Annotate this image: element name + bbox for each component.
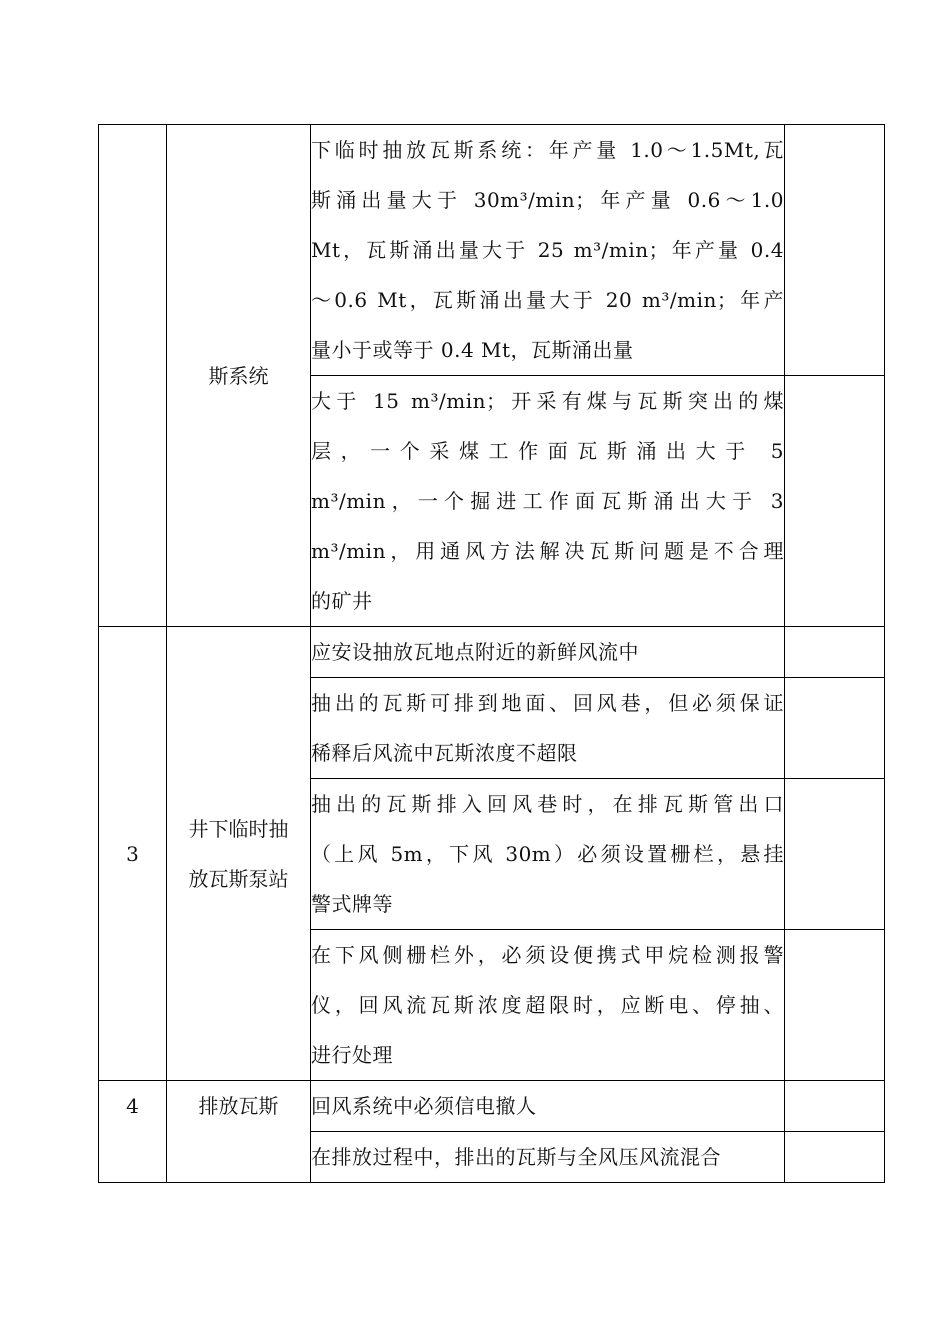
requirement-line: 仪，回风流瓦斯浓度超限时，应断电、停抽、: [311, 993, 784, 1017]
requirement-cell: [311, 376, 785, 627]
requirement-line: 警式牌等: [311, 892, 393, 916]
requirement-line: 下临时抽放瓦斯系统：年产量 1.0～1.5Mt,瓦: [311, 138, 784, 162]
row-category: [167, 125, 311, 627]
remark-cell: [785, 779, 885, 930]
requirement-line: 抽出的瓦斯排入回风巷时，在排瓦斯管出口: [311, 792, 784, 816]
requirement-cell: [311, 627, 785, 678]
row-number: [99, 125, 167, 627]
remark-cell: [785, 627, 885, 678]
remark-cell: [785, 125, 885, 376]
requirement-line: 层，一个采煤工作面瓦斯涌出大于 5: [311, 439, 784, 463]
row-category: [167, 1081, 311, 1183]
requirement-line: 稀释后风流中瓦斯浓度不超限: [311, 741, 578, 765]
requirement-line: 的矿井: [311, 589, 373, 613]
category-line: 放瓦斯泵站: [188, 866, 289, 891]
category-line: 斯系统: [208, 363, 269, 388]
row-number: 3: [99, 627, 167, 1081]
category-line: 井下临时抽: [188, 816, 289, 841]
requirement-line: Mt，瓦斯涌出量大于 25 m³/min；年产量 0.4: [311, 238, 784, 262]
table-row: [99, 627, 885, 678]
table-row: [99, 1081, 885, 1132]
requirement-cell: [311, 1081, 785, 1132]
requirement-line: 抽出的瓦斯可排到地面、回风巷，但必须保证: [311, 691, 784, 715]
requirement-line: m³/min，一个掘进工作面瓦斯涌出大于 3: [311, 489, 784, 513]
requirement-line: m³/min，用通风方法解决瓦斯问题是不合理: [311, 539, 784, 563]
remark-cell: [785, 1132, 885, 1183]
table-row: [99, 125, 885, 376]
requirement-line: 回风系统中必须信电撤人: [311, 1094, 537, 1118]
requirement-cell: [311, 125, 785, 376]
requirement-line: 在排放过程中，排出的瓦斯与全风压风流混合: [311, 1145, 721, 1169]
requirement-line: 量小于或等于 0.4 Mt，瓦斯涌出量: [311, 338, 634, 362]
requirement-line: 应安设抽放瓦地点附近的新鲜风流中: [311, 640, 639, 664]
requirement-line: ～0.6 Mt，瓦斯涌出量大于 20 m³/min；年产: [311, 288, 784, 312]
requirement-line: 斯涌出量大于 30m³/min；年产量 0.6～1.0: [311, 188, 784, 212]
checklist-table: [98, 124, 885, 1183]
remark-cell: [785, 678, 885, 779]
category-line: 排放瓦斯: [198, 1094, 279, 1118]
requirement-line: （上风 5m，下风 30m）必须设置栅栏，悬挂: [311, 842, 784, 866]
requirement-cell: [311, 1132, 785, 1183]
requirement-line: 大于 15 m³/min；开采有煤与瓦斯突出的煤: [311, 389, 784, 413]
requirement-line: 进行处理: [311, 1043, 393, 1067]
row-category: [167, 627, 311, 1081]
requirement-cell: [311, 678, 785, 779]
remark-cell: [785, 376, 885, 627]
requirement-cell: [311, 930, 785, 1081]
remark-cell: [785, 1081, 885, 1132]
row-number: 4: [99, 1081, 167, 1183]
requirement-line: 在下风侧栅栏外，必须设便携式甲烷检测报警: [311, 943, 784, 967]
remark-cell: [785, 930, 885, 1081]
requirement-cell: [311, 779, 785, 930]
